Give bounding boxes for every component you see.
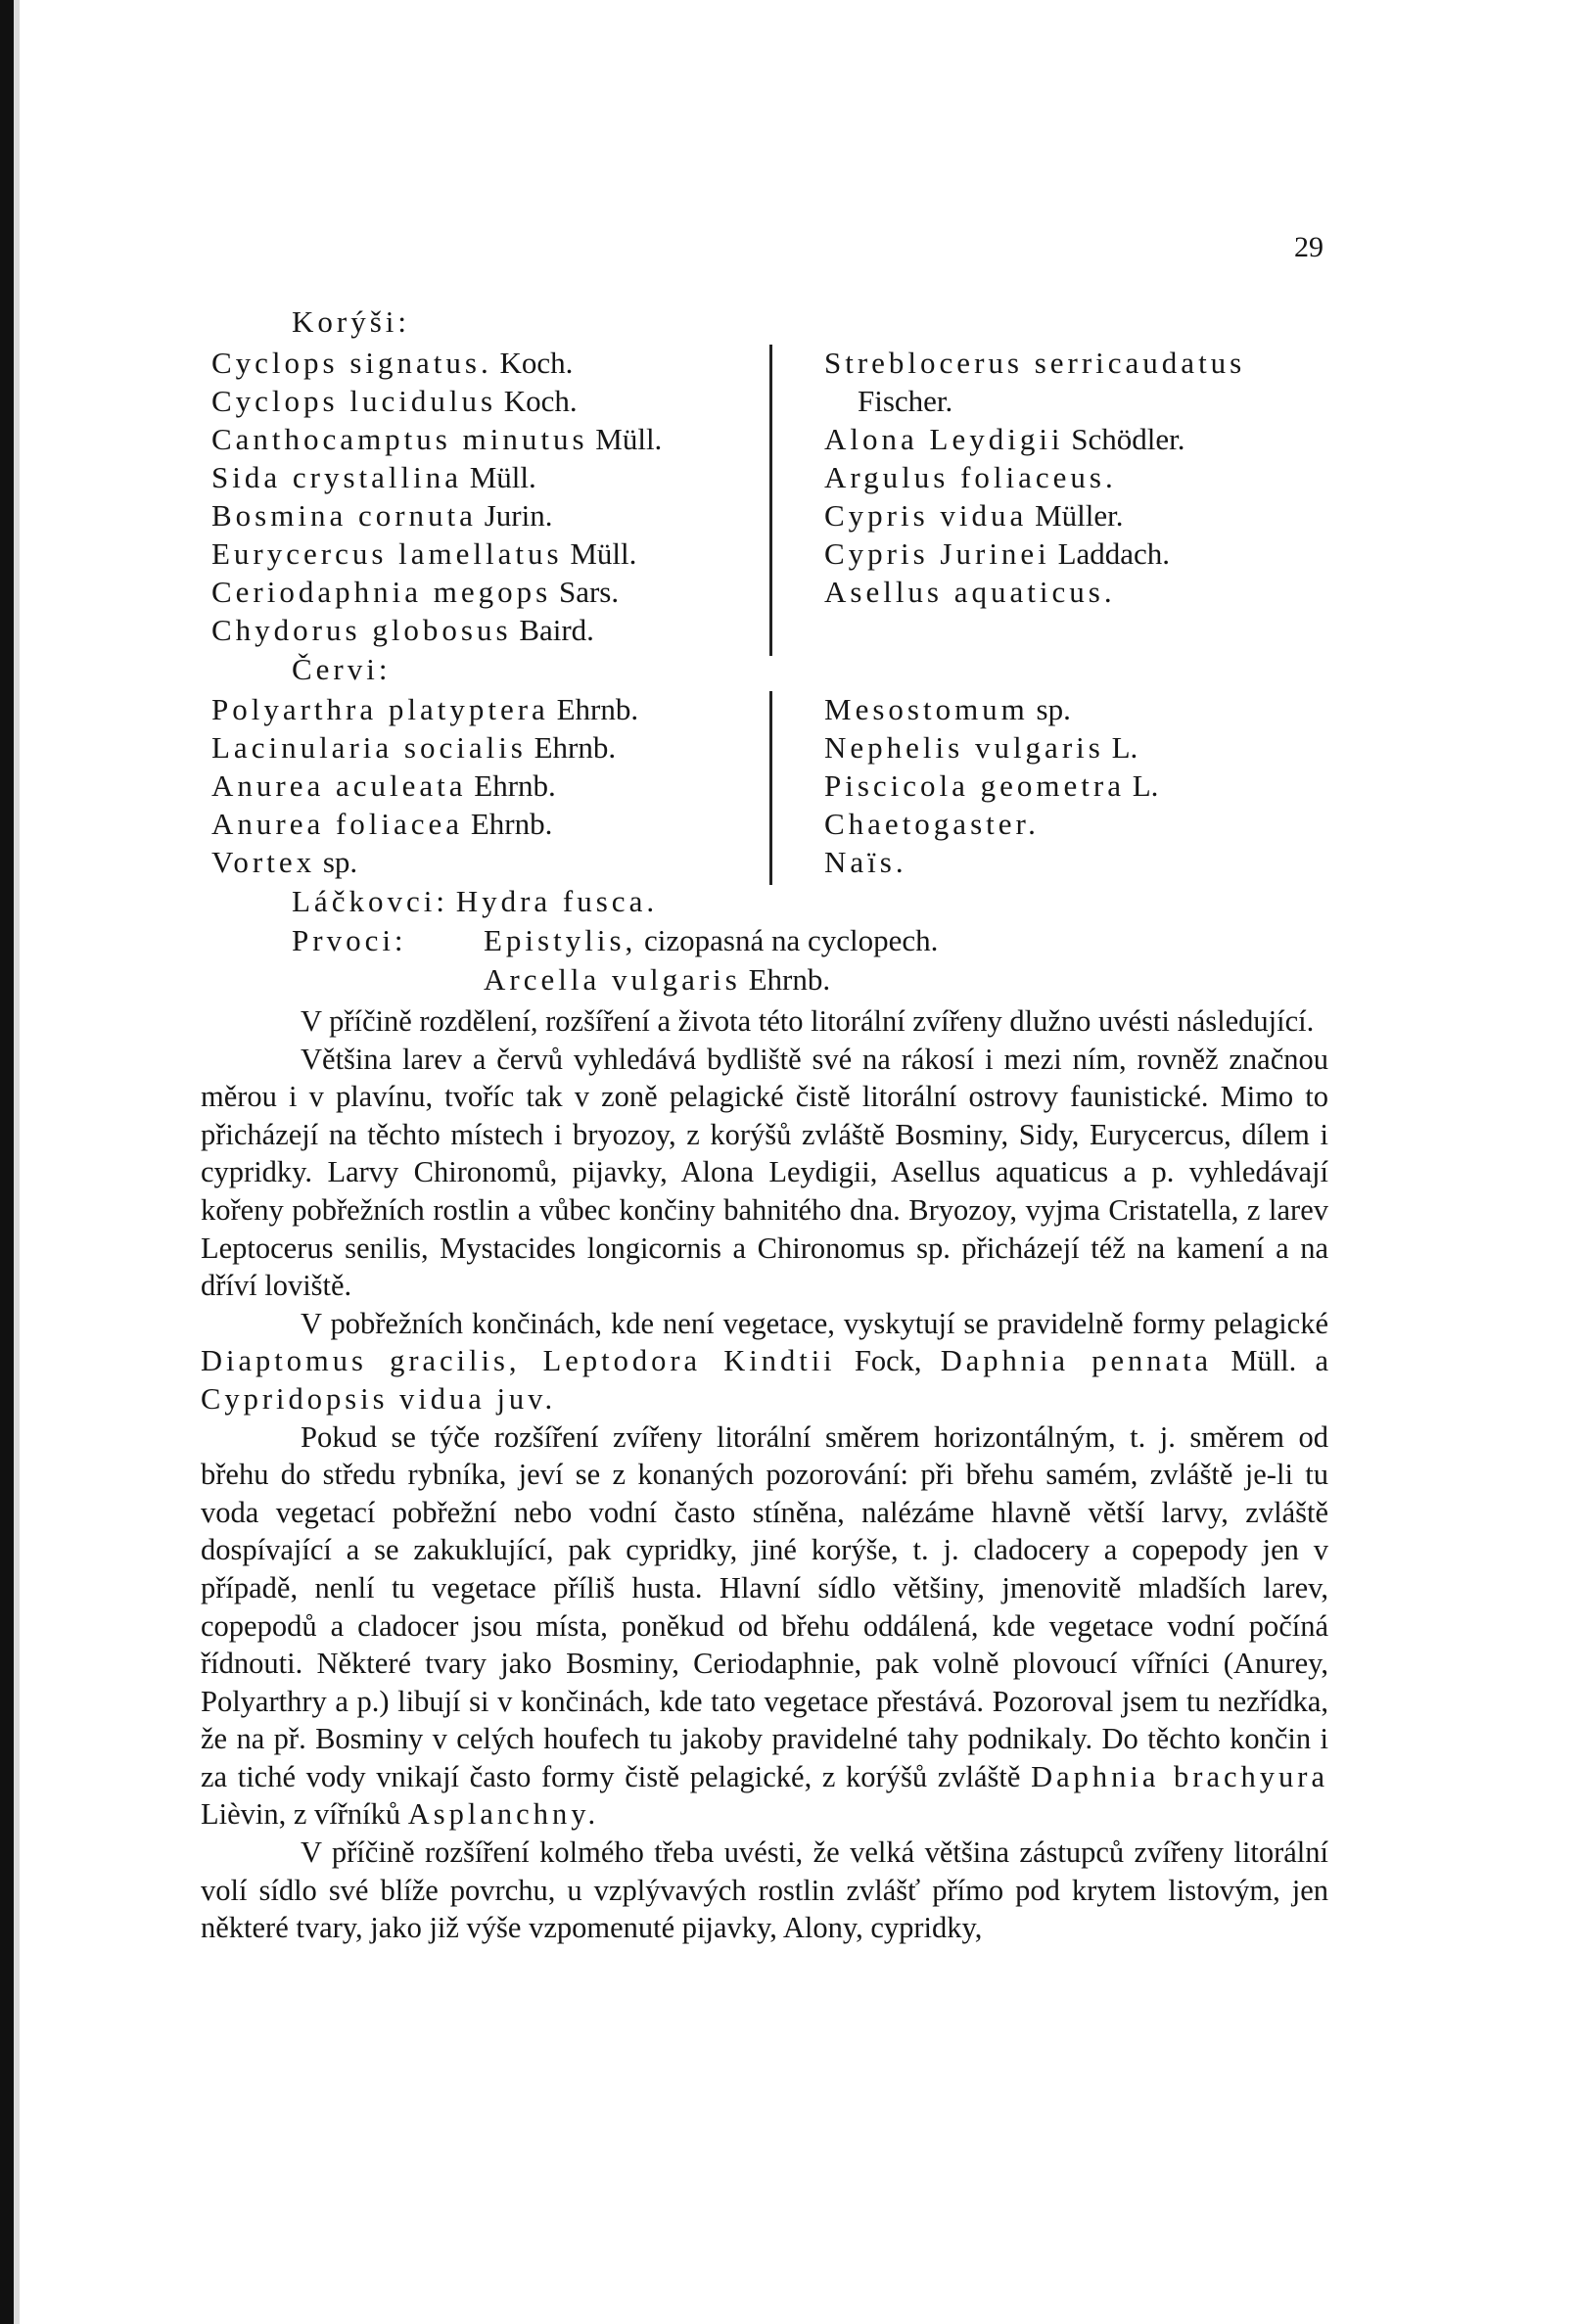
- species-author: Müll.: [570, 536, 637, 571]
- species-author: sp.: [322, 845, 358, 879]
- species-author: L.: [1132, 768, 1159, 803]
- list-item: [211, 459, 536, 496]
- paragraph: Většina larev a červů vyhledává bydliště své na rákosí i mezi ním, rovněž značnou měrou i v plavínu, tvoříc tak v zoně pelagické čistě litorální ostrovy faunistické. Mimo to přicházejí na těchto místech i bryozoy, z korýšů zvláště Bosminy, Sidy, Eurycercus, dílem i cypridky. Larvy Chironomů, pijavky, Alona Leydigii, Asellus aquaticus a p. vyhledávají kořeny pobřežních rostlin a vůbec končiny bahnitého dna. Bryozoy, vyjma Cristatella, z larev Leptocerus senilis, Mystacides longicornis a Chironomus sp. přicházejí též na kamení a na dříví loviště.: [201, 1042, 1328, 1303]
- list-item: [824, 497, 1123, 535]
- species-name: Cypris vidua: [824, 498, 1028, 533]
- list-item: [824, 691, 1071, 728]
- list-item: [211, 497, 552, 535]
- species-name: Chydorus globosus: [211, 613, 512, 647]
- paragraph: V příčině rozdělení, rozšíření a života této litorální zvířeny dlužno uvésti následující.: [301, 1004, 1315, 1038]
- species-author: Laddach.: [1057, 536, 1171, 571]
- species-author: Ehrnb.: [748, 962, 831, 997]
- list-item: [824, 459, 1117, 496]
- species-name: Vortex: [211, 845, 316, 879]
- species-name: Naïs.: [824, 845, 907, 879]
- list-item: [211, 421, 662, 458]
- species-author: Schödler.: [1071, 422, 1185, 456]
- species-name: Cyclops signatus.: [211, 346, 492, 380]
- species-name: Asellus aquaticus.: [824, 575, 1116, 609]
- scan-edge-gap: [14, 0, 20, 2324]
- species-author: Ehrnb.: [470, 807, 553, 841]
- list-item: [824, 574, 1116, 611]
- lackovci-line: [292, 883, 658, 920]
- list-item: [211, 535, 636, 573]
- list-item: [211, 574, 619, 611]
- species-author: L.: [1111, 730, 1138, 765]
- species-author: Ehrnb.: [556, 692, 639, 726]
- prvoci-entry: [484, 961, 830, 999]
- prvoci-entry: [484, 922, 938, 959]
- species-name: Ceriodaphnia megops: [211, 575, 552, 609]
- species-author: Baird.: [519, 613, 594, 647]
- species-name: Canthocamptus minutus: [211, 422, 588, 456]
- list-item: [211, 844, 357, 881]
- list-item: [211, 767, 556, 805]
- paragraph-text: Lièvin, z vířníků: [201, 1797, 401, 1832]
- paragraph-text: Fock,: [854, 1344, 922, 1378]
- species-name: Cypris Jurinei: [824, 536, 1050, 571]
- list-item: [824, 767, 1158, 805]
- species-name: Cypridopsis vidua juv.: [201, 1381, 557, 1416]
- heading-cervi: Červi:: [292, 652, 392, 686]
- species-author: Fischer.: [858, 384, 953, 418]
- species-name: Eurycercus lamellatus: [211, 536, 563, 571]
- species-name: Diaptomus gracilis, Leptodora Kindtii: [201, 1344, 836, 1378]
- species-name: Lacinularia socialis: [211, 730, 527, 765]
- species-note: cizopasná na cyclopech.: [644, 923, 939, 957]
- paragraph-text: Pokud se týče rozšíření zvířeny litorální směrem horizontálným, t. j. směrem od břehu do středu rybníka, jeví se z konaných pozorování: při břehu samém, zvláště je-li tu voda vegetací pobřežní nebo vodní často stíněna, nalézáme hlavně větší larvy, zvláště dospívající a se zakuklující, pak cypridky, jiné korýše, t. j. cladocery a copepody jen v případě, nenlí tu vegetace příliš husta. Hlavní sídlo většiny, jmenovitě mladších larev, copepodů a cladocer jsou místa, poněkud od břehu oddálená, kde vegetace vodní počíná řídnouti. Některé tvary jako Bosminy, Ceriodaphnie, pak volně plovoucí vířníci (Anurey, Polyarthry a p.) libují si v končinách, kde tato vegetace přestává. Pozoroval jsem tu nezřídka, že na př. Bosminy v celých houfech tu jakoby pravidelné tahy podnikaly. Do těchto končin i za tiché vody vnikají často formy čistě pelagické, z korýšů zvláště: [201, 1419, 1328, 1793]
- species-name: Sida crystallina: [211, 460, 462, 494]
- species-name: Polyarthra platyptera: [211, 692, 549, 726]
- prvoci-line: [292, 922, 407, 959]
- column-divider: [769, 345, 772, 656]
- species-name: Daphnia brachyura: [1031, 1759, 1328, 1793]
- species-author: Müll.: [595, 422, 663, 456]
- list-item: [824, 535, 1170, 573]
- body-text: [201, 1002, 1328, 1947]
- species-name: Nephelis vulgaris: [824, 730, 1104, 765]
- species-name: Arcella vulgaris: [484, 962, 741, 997]
- species-author: Jurin.: [484, 498, 553, 533]
- species-author: Sars.: [558, 575, 620, 609]
- species-name: Anurea aculeata: [211, 768, 467, 803]
- list-item: [211, 612, 594, 649]
- species-name: Cyclops lucidulus: [211, 384, 497, 418]
- page-number: 29: [1294, 231, 1324, 263]
- species-name: Piscicola geometra: [824, 768, 1125, 803]
- species-name: Argulus foliaceus.: [824, 460, 1117, 494]
- species-name: Chaetogaster.: [824, 807, 1040, 841]
- heading-lackovci: Láčkovci:: [292, 884, 448, 918]
- species-name: Streblocerus serricaudatus: [824, 346, 1246, 380]
- list-item: [824, 421, 1185, 458]
- list-item: [211, 345, 573, 382]
- paragraph: V příčině rozšíření kolmého třeba uvésti, že velká většina zástupců zvířeny litorální volí sídlo své blíže povrchu, u vzplývavých rostlin zvlášť přímo pod krytem listovým, jen některé tvary, jako již výše vzpomenuté pijavky, Alony, cypridky,: [201, 1836, 1328, 1945]
- species-name: Daphnia pennata: [940, 1344, 1213, 1378]
- paragraph: [201, 1305, 1328, 1418]
- species-name: Epistylis,: [484, 923, 637, 957]
- list-item: [824, 345, 1245, 382]
- species-author: Koch.: [499, 346, 574, 380]
- paragraph-text: V pobřežních končinách, kde není vegetace, vyskytují se pravidelně formy pelagické: [301, 1306, 1328, 1340]
- scan-edge: [0, 0, 14, 2324]
- species-name: Asplanchny.: [407, 1797, 600, 1832]
- species-author: sp.: [1036, 692, 1071, 726]
- species-author: Koch.: [503, 384, 578, 418]
- list-item: [211, 729, 616, 767]
- species-name: Anurea foliacea: [211, 807, 464, 841]
- list-item: [211, 806, 552, 843]
- heading-korysi: Korýši:: [292, 304, 410, 339]
- column-divider: [769, 691, 772, 885]
- list-item: [824, 806, 1040, 843]
- species-name: Mesostomum: [824, 692, 1029, 726]
- species-name: Alona Leydigii: [824, 422, 1064, 456]
- species-author: Müller.: [1035, 498, 1124, 533]
- list-item: [824, 844, 907, 881]
- list-item: [858, 383, 952, 420]
- paragraph-text: Müll. a: [1231, 1344, 1329, 1378]
- list-item: [824, 729, 1138, 767]
- species-author: Ehrnb.: [534, 730, 617, 765]
- species-name: Bosmina cornuta: [211, 498, 477, 533]
- list-item: [211, 383, 578, 420]
- paragraph: [201, 1418, 1328, 1835]
- list-item: [211, 691, 638, 728]
- species-name: Hydra fusca.: [455, 884, 659, 918]
- heading-prvoci: Prvoci:: [292, 923, 407, 957]
- species-author: Müll.: [469, 460, 536, 494]
- species-author: Ehrnb.: [474, 768, 556, 803]
